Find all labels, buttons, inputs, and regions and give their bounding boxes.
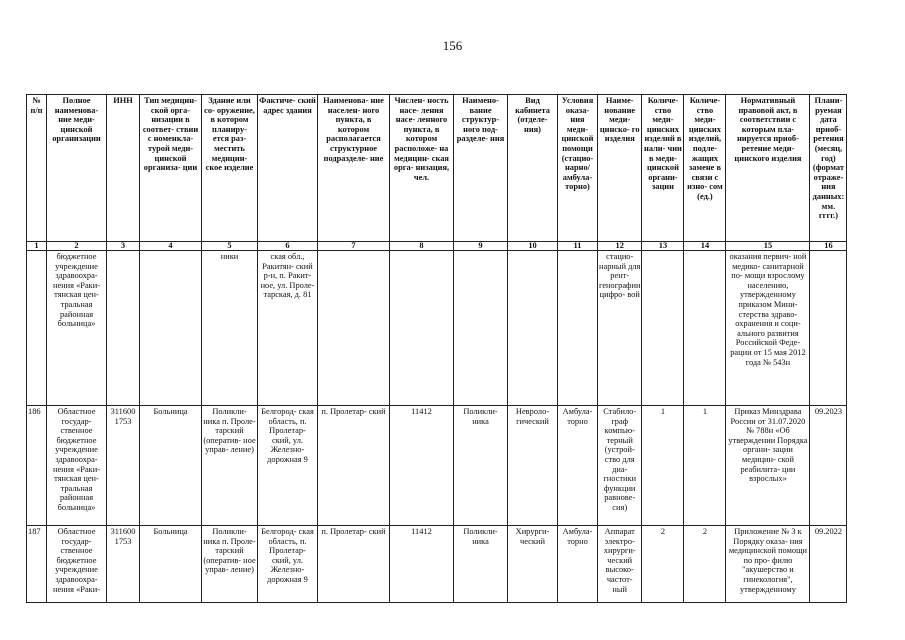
table-cell: 11412	[390, 406, 454, 526]
header-cell: Условия оказа- ния меди- цинской помощи (стацио- нарно/ амбула- торно)	[558, 95, 598, 242]
table-cell: Больница	[140, 406, 202, 526]
header-cell: Фактиче- ский адрес здания	[258, 95, 318, 242]
table-cell: 11412	[390, 526, 454, 603]
column-number: 14	[684, 242, 726, 251]
table-cell: стацио- нарный для рент- генографии цифро- вой	[598, 251, 642, 406]
table-cell: Аппарат электро- хирурги- ческий высоко- частот- ный	[598, 526, 642, 603]
table-cell	[107, 251, 140, 406]
table-cell	[684, 251, 726, 406]
table-cell	[558, 251, 598, 406]
header-cell: Тип медицин- ской орга- низации в соответ- ствии с номенкла- турой меди- цинской организа- ции	[140, 95, 202, 242]
table-cell: Стабило- граф компью- терный (устрой- ство для диа- гностики функции равнове- сия)	[598, 406, 642, 526]
header-cell: Числен- ность насе- ления насе- ленного пункта, в котором расположе- на медицин- ская орга- низация, чел.	[390, 95, 454, 242]
table-cell	[140, 251, 202, 406]
header-cell: Здание или со- оружение, в котором планиру- ется раз- местить медицин- ское изделие	[202, 95, 258, 242]
header-cell: Наиме- нование меди- цинско- го изделия	[598, 95, 642, 242]
table-cell: Поликли- ника	[454, 526, 508, 603]
table-cell: Приложение № 3 к Порядку оказа- ния медицинской помощи по про- филю "акушерство и гинекология", утвержденному	[726, 526, 810, 603]
header-cell: № п/п	[27, 95, 47, 242]
table-cell: Белгород- ская область, п. Пролетар- ский, ул. Железно- дорожная 9	[258, 406, 318, 526]
table-cell	[27, 251, 47, 406]
table-cell: п. Пролетар- ский	[318, 406, 390, 526]
table-cell: Областное государ- ственное бюджетное учреждение здравоохра- нения «Раки- тянская цен- тральная районная больница»	[47, 406, 107, 526]
header-row	[27, 95, 847, 242]
table-cell: оказания первич- ной медико- санитарной по- мощи взрослому населению, утвержденному приказом Мини- стерства здраво- охранения и соци- ального развития Российской Феде- рации от 15 мая 2012 года № 543н	[726, 251, 810, 406]
header-cell: Вид кабинета (отделе- ния)	[508, 95, 558, 242]
column-number: 1	[27, 242, 47, 251]
table-cell: Невроло- гический	[508, 406, 558, 526]
table-cell: Амбула- торно	[558, 406, 598, 526]
table-cell	[810, 251, 847, 406]
column-number: 9	[454, 242, 508, 251]
table-cell: 2	[642, 526, 684, 603]
table-cell	[642, 251, 684, 406]
table-cell: 186	[27, 406, 47, 526]
table-cell: Областное государ- ственное бюджетное учреждение здравоохра- нения «Раки-	[47, 526, 107, 603]
header-cell: Количе- ство меди- цинских изделий, подле- жащих замене в связи с изно- сом (ед.)	[684, 95, 726, 242]
column-number-row	[27, 242, 847, 251]
table-cell	[390, 251, 454, 406]
table-cell: Поликли- ника п. Проле- тарский (оператив- ное управ- ление)	[202, 526, 258, 603]
table-cell: ская обл., Ракитян- ский р-н, п. Ракит- ное, ул. Проле- тарская, д. 81	[258, 251, 318, 406]
table-row	[27, 406, 847, 526]
column-number: 6	[258, 242, 318, 251]
table-cell: 311600 1753	[107, 406, 140, 526]
table-cell: Поликли- ника п. Проле- тарский (оператив- ное управ- ление)	[202, 406, 258, 526]
column-number: 16	[810, 242, 847, 251]
table-cell: Поликли- ника	[454, 406, 508, 526]
column-number: 7	[318, 242, 390, 251]
page-number: 156	[442, 38, 463, 53]
table-cell: 1	[684, 406, 726, 526]
header-cell: Наимено- вание структур- ного под- разделе- ния	[454, 95, 508, 242]
table-cell: Хирурги- ческий	[508, 526, 558, 603]
table-cell: 09.2022	[810, 526, 847, 603]
header-cell: Нормативный правовой акт, в соответствии с которым пла- нируется приоб- ретение меди- цинского изделия	[726, 95, 810, 242]
medical-equipment-table	[26, 94, 847, 603]
column-number: 15	[726, 242, 810, 251]
header-cell: Наименова- ние населен- ного пункта, в котором располагается структурное подразделе- ние	[318, 95, 390, 242]
table-cell: 187	[27, 526, 47, 603]
table-cell: Больница	[140, 526, 202, 603]
column-number: 12	[598, 242, 642, 251]
table-cell: Амбула- торно	[558, 526, 598, 603]
column-number: 2	[47, 242, 107, 251]
table-cell: 09.2023	[810, 406, 847, 526]
column-number: 5	[202, 242, 258, 251]
column-number: 11	[558, 242, 598, 251]
table-cell: Белгород- ская область, п. Пролетар- ский, ул. Железно- дорожная 9	[258, 526, 318, 603]
header-cell: ИНН	[107, 95, 140, 242]
table-cell: бюджетное учреждение здравоохра- нения «Раки- тянская цен- тральная районная больница»	[47, 251, 107, 406]
column-number: 13	[642, 242, 684, 251]
table-row	[27, 526, 847, 603]
column-number: 3	[107, 242, 140, 251]
table-cell: 311600 1753	[107, 526, 140, 603]
column-number: 10	[508, 242, 558, 251]
table-cell: 2	[684, 526, 726, 603]
table-cell: ники	[202, 251, 258, 406]
table-cell	[508, 251, 558, 406]
header-cell: Плани- руемая дата приоб- ретения (месяц, год) (формат отраже- ния данных: мм. гггг.)	[810, 95, 847, 242]
table-cell	[318, 251, 390, 406]
column-number: 4	[140, 242, 202, 251]
header-cell: Полное наименова- ние меди- цинской организации	[47, 95, 107, 242]
table-cell: п. Пролетар- ский	[318, 526, 390, 603]
table-cell	[454, 251, 508, 406]
table-cell: 1	[642, 406, 684, 526]
column-number: 8	[390, 242, 454, 251]
table-cell: Приказ Минздрава России от 31.07.2020 № 788н «Об утверждении Порядка органи- зации медицин- ской реабилита- ции взрослых»	[726, 406, 810, 526]
header-cell: Количе- ство меди- цинских изделий в нали- чии в меди- цинской органи- зации	[642, 95, 684, 242]
table-row	[27, 251, 847, 406]
